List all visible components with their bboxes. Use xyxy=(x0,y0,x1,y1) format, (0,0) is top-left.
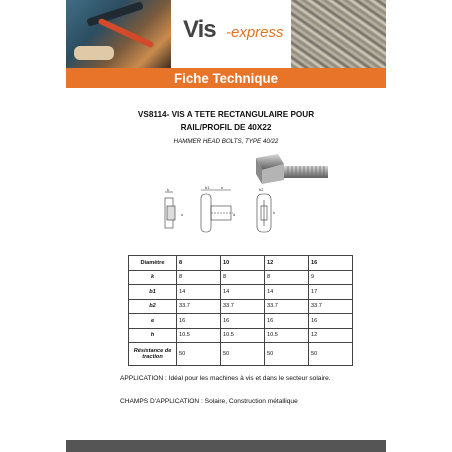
label-b1: b1 xyxy=(205,185,210,190)
section-banner xyxy=(66,68,386,88)
champs-application-text: CHAMPS D'APPLICATION : Solaire, Construction métallique xyxy=(120,398,298,405)
table-row xyxy=(129,299,353,314)
title-line-1: VS8114- VIS A TETE RECTANGULAIRE POUR xyxy=(137,110,315,119)
table-row xyxy=(129,256,353,271)
row-label: e xyxy=(129,314,177,329)
table-cell: 33.7 xyxy=(177,299,221,314)
table-cell: 10.5 xyxy=(265,328,309,343)
row-label: b2 xyxy=(129,299,177,314)
brand-main: Vis xyxy=(183,16,216,43)
table-cell: 33.7 xyxy=(221,299,265,314)
table-cell: 10.5 xyxy=(221,328,265,343)
table-cell: 8 xyxy=(221,270,265,285)
table-row xyxy=(129,343,353,366)
product-title xyxy=(66,108,386,134)
footer-bar xyxy=(66,440,386,452)
row-label: k xyxy=(129,270,177,285)
table-cell: 17 xyxy=(309,285,353,300)
banner-title: Fiche Technique xyxy=(174,70,278,86)
product-photo xyxy=(246,150,336,200)
label-e: e xyxy=(221,185,224,190)
table-cell: 12 xyxy=(265,256,309,271)
table-cell: 8 xyxy=(265,270,309,285)
table-cell: 16 xyxy=(309,256,353,271)
specifications-table xyxy=(128,255,353,366)
table-cell: 16 xyxy=(265,314,309,329)
tools-photo xyxy=(66,0,171,68)
row-label: b1 xyxy=(129,285,177,300)
product-subtitle: HAMMER HEAD BOLTS, TYPE 40/22 xyxy=(173,138,279,145)
table-cell: 50 xyxy=(265,343,309,366)
table-cell: 10.5 xyxy=(177,328,221,343)
table-cell: 12 xyxy=(309,328,353,343)
table-cell: 16 xyxy=(221,314,265,329)
table-row xyxy=(129,285,353,300)
table-cell: 14 xyxy=(265,285,309,300)
header-banner xyxy=(66,0,386,68)
table-row xyxy=(129,328,353,343)
label-b2: b2 xyxy=(259,187,264,192)
label-k: k xyxy=(167,187,169,192)
table-cell: 9 xyxy=(309,270,353,285)
table-cell: 50 xyxy=(221,343,265,366)
label-h: h xyxy=(273,210,276,215)
table-cell: 14 xyxy=(221,285,265,300)
table-cell: 14 xyxy=(177,285,221,300)
datasheet-page xyxy=(66,0,386,452)
row-label: h xyxy=(129,328,177,343)
table-row xyxy=(129,314,353,329)
screws-photo xyxy=(291,0,386,68)
table-cell: 16 xyxy=(177,314,221,329)
label-s: s xyxy=(181,212,183,217)
label-d: d xyxy=(233,212,236,217)
table-cell: 33.7 xyxy=(265,299,309,314)
brand-logo xyxy=(171,0,291,68)
table-cell: 50 xyxy=(177,343,221,366)
table-cell: 33.7 xyxy=(309,299,353,314)
table-cell: 10 xyxy=(221,256,265,271)
brand-suffix: -express xyxy=(226,24,284,41)
application-text: APPLICATION : Idéal pour les machines à vis et dans le secteur solaire. xyxy=(120,375,331,382)
row-label: Résistance de traction xyxy=(129,343,177,366)
table-cell: 16 xyxy=(309,314,353,329)
title-line-2: RAIL/PROFIL DE 40X22 xyxy=(180,123,272,132)
table-cell: 50 xyxy=(309,343,353,366)
table-cell: 8 xyxy=(177,256,221,271)
table-cell: 8 xyxy=(177,270,221,285)
table-row xyxy=(129,270,353,285)
row-label: Diamètre xyxy=(129,256,177,271)
